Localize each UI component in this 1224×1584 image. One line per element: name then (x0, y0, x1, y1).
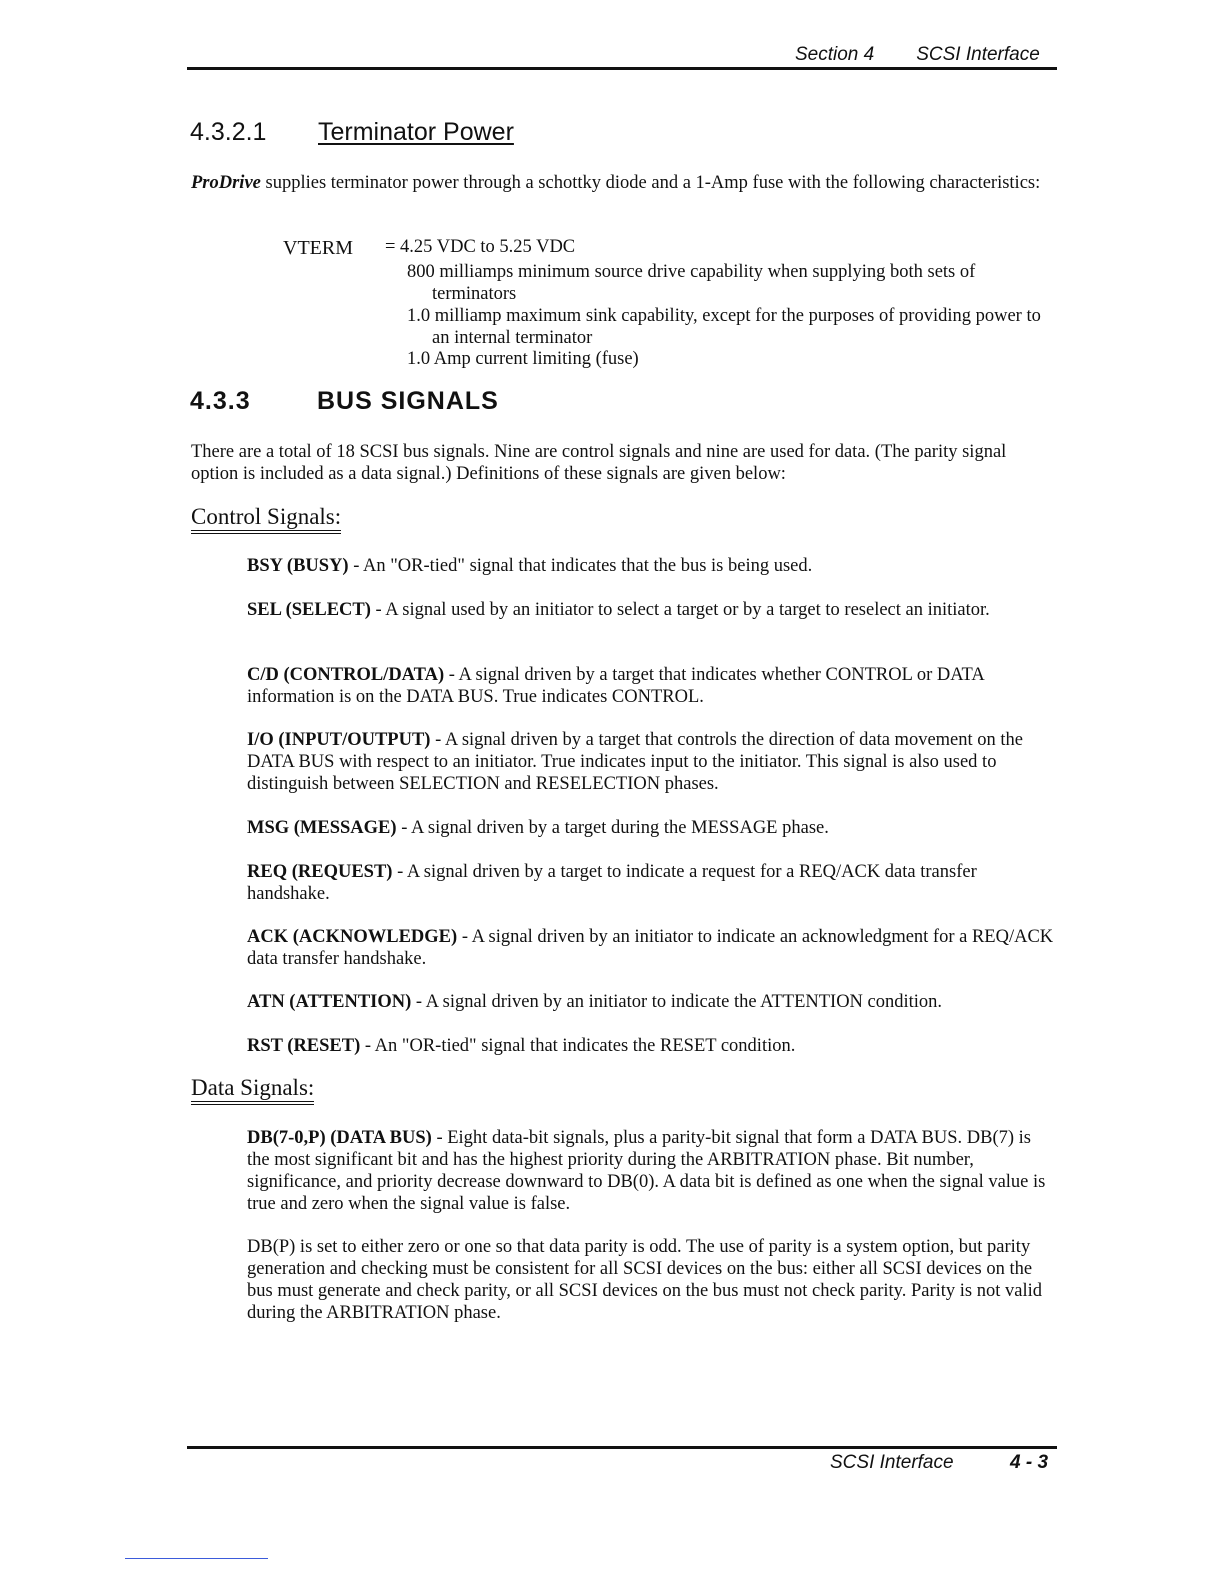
header-section: Section 4 (795, 44, 875, 65)
signal-term: REQ (REQUEST) (247, 862, 393, 882)
bus-signals-intro: There are a total of 18 SCSI bus signals. Nine are control signals and nine are used for data. (The parity signal option is included as a data signal.) Definitions of these signals are given below: (191, 442, 1007, 484)
signal-term: ATN (ATTENTION) (247, 992, 412, 1012)
signal-sel (247, 599, 1055, 621)
spec-source-drive: 800 milliamps minimum source drive capability when supplying both sets of terminators (407, 262, 976, 304)
vterm-label: VTERM (283, 237, 353, 259)
terminator-intro-text: supplies terminator power through a schottky diode and a 1-Amp fuse with the following characteristics: (260, 173, 1041, 193)
signal-atn (247, 991, 1055, 1013)
signal-io (247, 729, 1055, 795)
signal-cd (247, 664, 1055, 708)
terminator-heading (190, 118, 514, 147)
spec-current-limit: 1.0 Amp current limiting (fuse) (407, 349, 639, 369)
signal-desc: - A signal driven by a target that controls the direction of data movement on the DATA BUS with respect to an initiator. True indicates input to the initiator. This signal is also used to distinguish between SELECTION and RESELECTION phases. (247, 730, 1024, 794)
signal-term: I/O (INPUT/OUTPUT) (247, 730, 431, 750)
signal-desc: - A signal driven by a target during the MESSAGE phase. (396, 818, 829, 838)
data-signals-heading: Data Signals: (191, 1075, 314, 1105)
terminator-number: 4.3.2.1 (190, 118, 267, 146)
page-number: 4 - 3 (1010, 1452, 1049, 1473)
signal-desc: - A signal used by an initiator to select a target or by a target to reselect an initiator. (370, 600, 990, 620)
spec-voltage: = 4.25 VDC to 5.25 VDC (385, 237, 576, 257)
brand-name: ProDrive (191, 173, 261, 193)
signal-desc: - A signal driven by a target to indicate a request for a REQ/ACK data transfer handshake. (247, 862, 977, 904)
control-signals-heading: Control Signals: (191, 504, 341, 534)
signal-term: RST (RESET) (247, 1036, 361, 1056)
signal-desc: - A signal driven by an initiator to indicate the ATTENTION condition. (411, 992, 943, 1012)
scan-artifact-line (125, 1558, 268, 1559)
signal-msg (247, 817, 1055, 839)
signal-desc: - A signal driven by a target that indicates whether CONTROL or DATA information is on the DATA BUS. True indicates CONTROL. (247, 665, 984, 707)
signal-term: ACK (ACKNOWLEDGE) (247, 927, 458, 947)
page-header (795, 44, 1040, 66)
bus-signals-number: 4.3.3 (190, 387, 251, 415)
signal-desc: - Eight data-bit signals, plus a parity-bit signal that form a DATA BUS. DB(7) is the most significant bit and has the highest priority during the ARBITRATION phase. Bit number, significance, and priority decrease downward to DB(0). A data bit is defined as one when the signal value is true and zero when the signal value is false. (247, 1128, 1046, 1214)
parity-paragraph: DB(P) is set to either zero or one so that data parity is odd. The use of parity is a system option, but parity generation and checking must be consistent for all SCSI devices on the bus: either all SCSI devices on the bus must generate and check parity, or all SCSI devices on the bus must not check parity. Parity is not valid during the ARBITRATION phase. (247, 1237, 1042, 1323)
signal-term: SEL (SELECT) (247, 600, 371, 620)
footer-rule (187, 1446, 1057, 1449)
signal-data-bus (247, 1127, 1055, 1215)
signal-desc: - An "OR-tied" signal that indicates the RESET condition. (360, 1036, 796, 1056)
footer-title: SCSI Interface (830, 1452, 954, 1473)
signal-req (247, 861, 1055, 905)
header-title: SCSI Interface (916, 44, 1040, 65)
terminator-intro (191, 172, 1041, 194)
bus-signals-title: BUS SIGNALS (317, 387, 499, 415)
signal-bsy (247, 555, 1055, 577)
signal-term: MSG (MESSAGE) (247, 818, 397, 838)
signal-desc: - An "OR-tied" signal that indicates that the bus is being used. (348, 556, 813, 576)
signal-term: BSY (BUSY) (247, 556, 349, 576)
signal-term: DB(7-0,P) (DATA BUS) (247, 1128, 432, 1148)
signal-desc: - A signal driven by an initiator to indicate an acknowledgment for a REQ/ACK data transfer handshake. (247, 927, 1054, 969)
bus-signals-heading (190, 387, 499, 416)
header-rule (187, 67, 1057, 70)
signal-term: C/D (CONTROL/DATA) (247, 665, 445, 685)
spec-sink: 1.0 milliamp maximum sink capability, except for the purposes of providing power to an internal terminator (407, 306, 1041, 348)
signal-ack (247, 926, 1055, 970)
terminator-title: Terminator Power (318, 118, 514, 146)
signal-rst (247, 1035, 1055, 1057)
